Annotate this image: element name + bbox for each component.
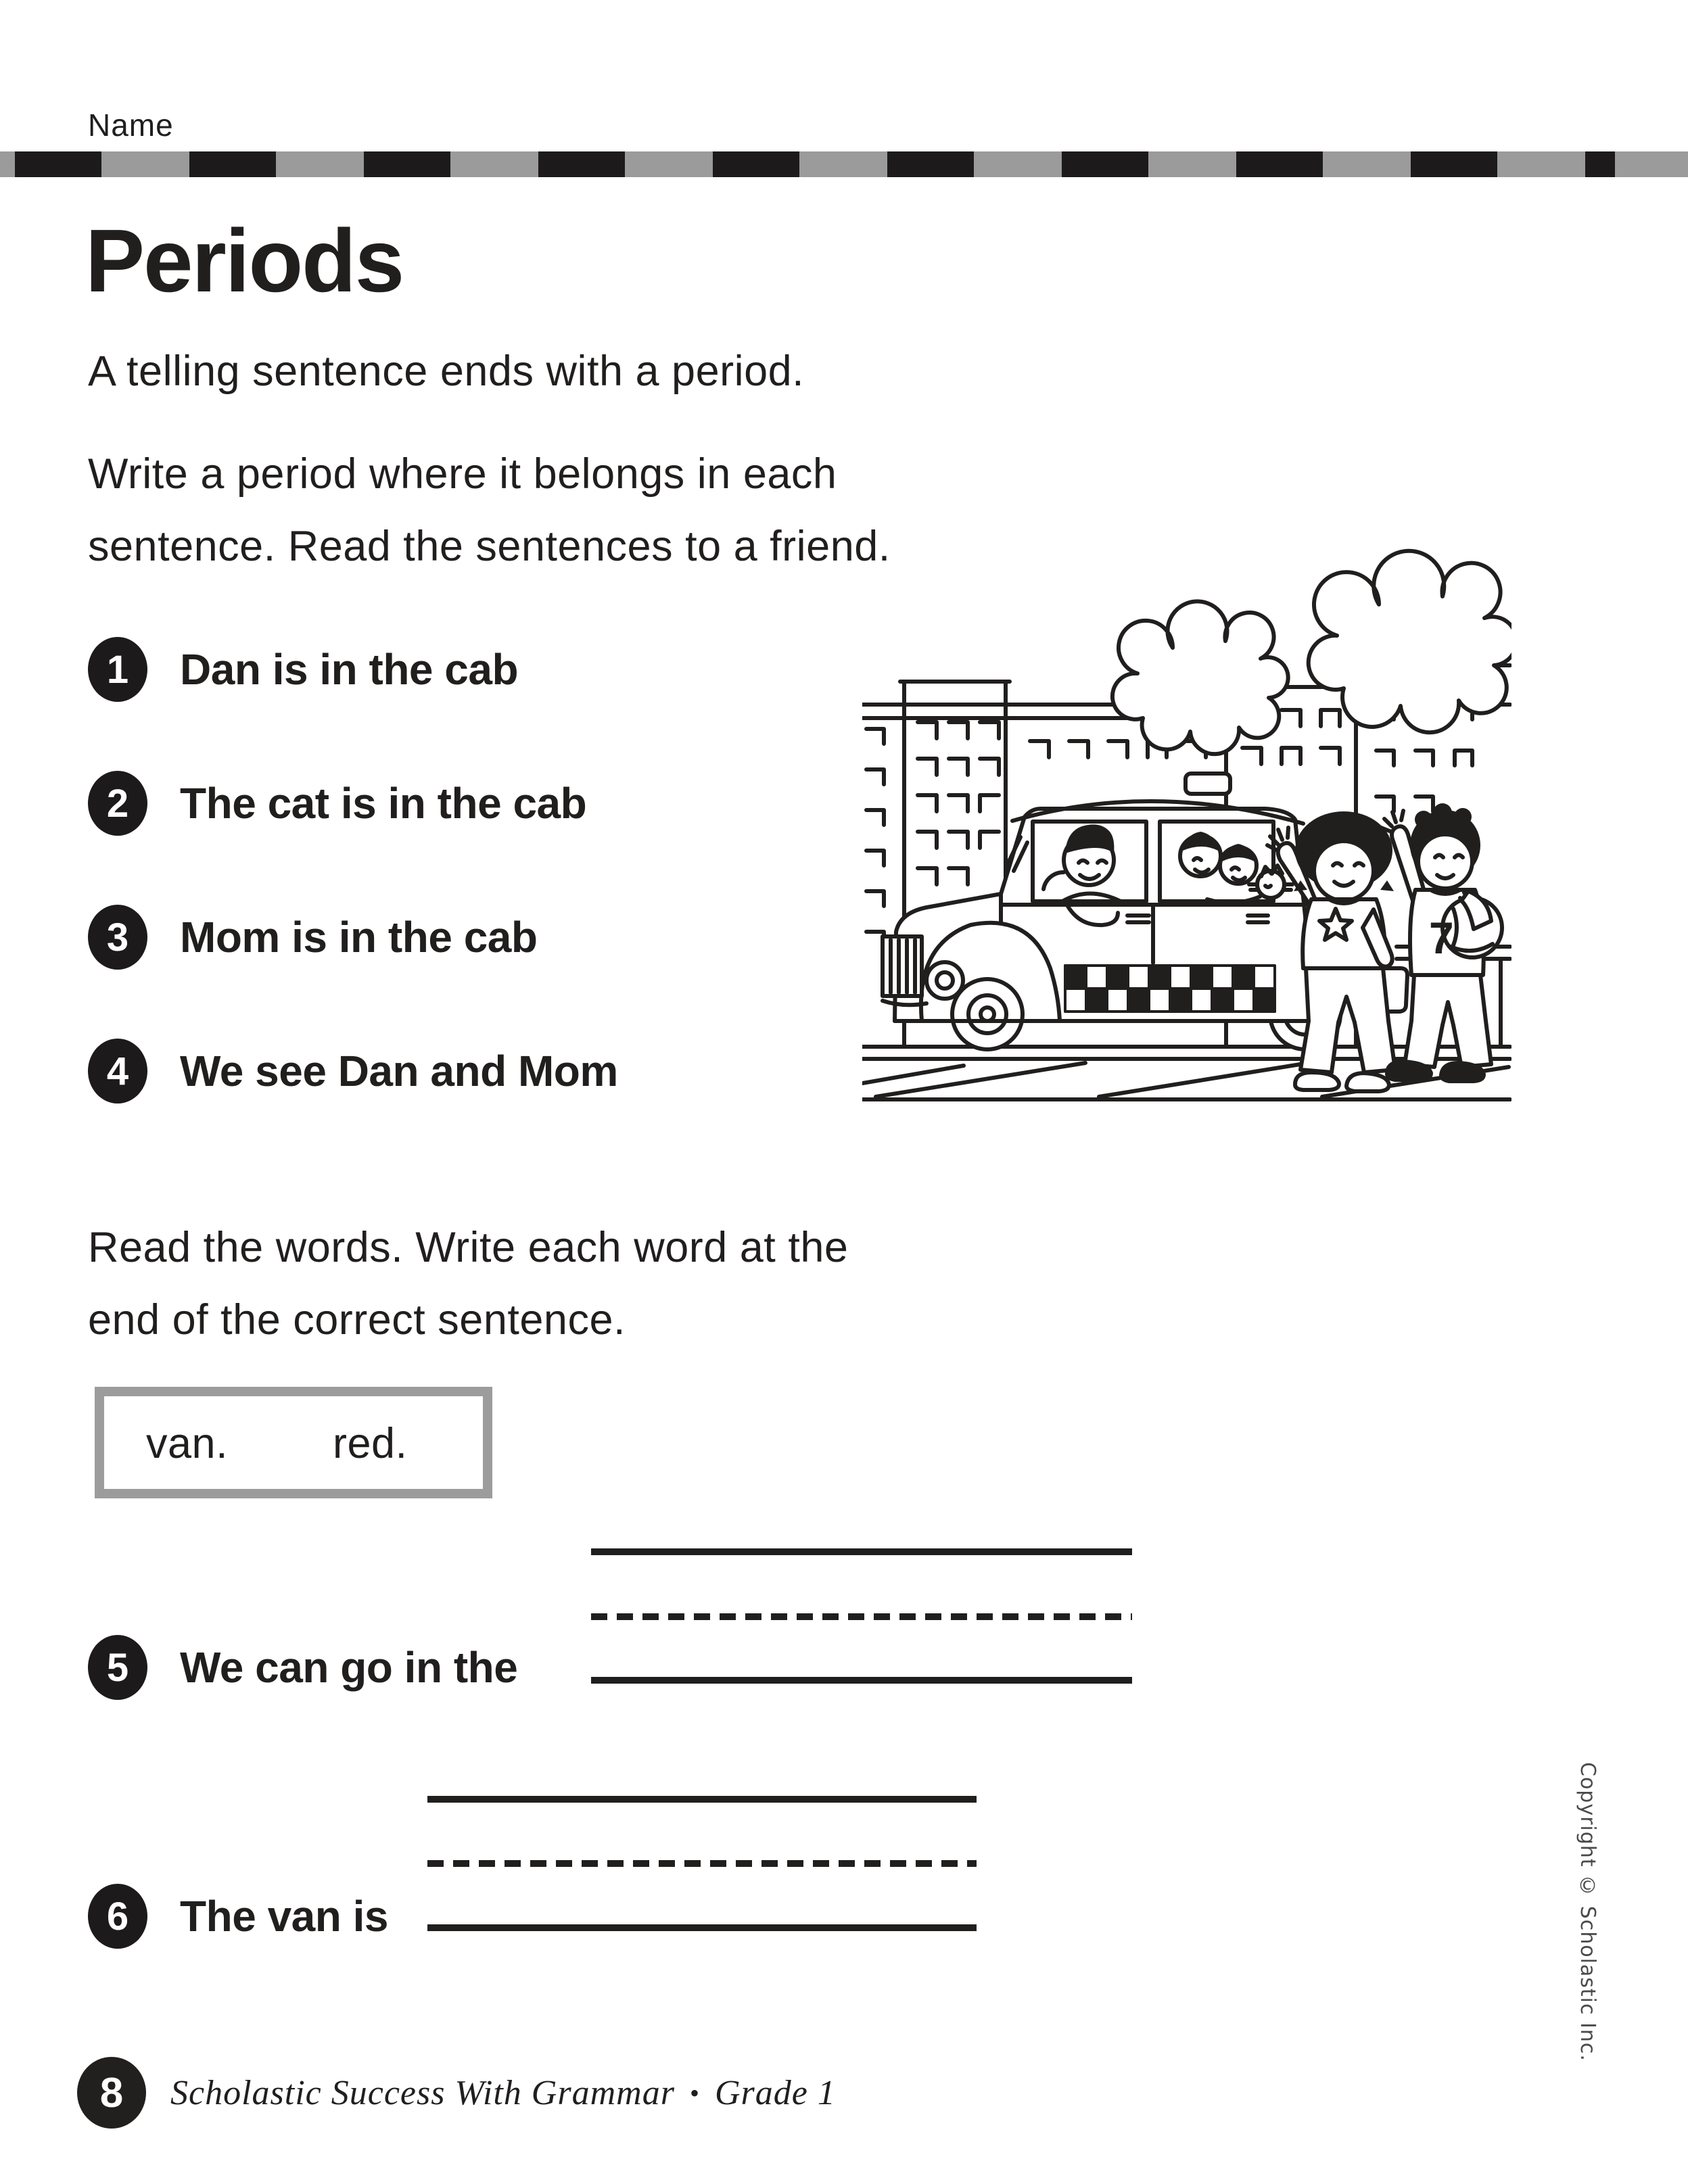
copyright-note: Copyright © Scholastic Inc. — [1576, 1762, 1599, 2062]
item-sentence: We can go in the — [180, 1643, 518, 1692]
boy-figure — [1381, 803, 1502, 1081]
taxi-checker-band — [1065, 966, 1275, 1012]
boy-shirt-number: 7 — [1429, 913, 1454, 963]
directions-1-line1: Write a period where it belongs in each — [88, 450, 837, 498]
exercise-item-2 — [88, 771, 586, 836]
writing-line-top[interactable] — [591, 1548, 1132, 1555]
checkered-border — [0, 151, 1688, 177]
word-bank-word: van. — [146, 1420, 229, 1467]
exercise-item-3 — [88, 905, 537, 970]
item-number-badge: 4 — [88, 1039, 147, 1103]
footer-book-info — [170, 2057, 836, 2129]
taxi-icon — [883, 774, 1340, 1049]
taxi-street-illustration — [862, 548, 1511, 1102]
item-number-badge: 3 — [88, 905, 147, 970]
writing-line-middle[interactable] — [591, 1613, 1132, 1620]
writing-line-top[interactable] — [427, 1796, 977, 1803]
exercise-item-4 — [88, 1039, 618, 1103]
directions-1 — [88, 438, 891, 583]
taxi-roof-sign — [1186, 774, 1230, 794]
word-bank-word: red. — [333, 1420, 408, 1467]
directions-1-line2: sentence. Read the sentences to a friend. — [88, 523, 891, 570]
cloud-small-icon — [1112, 601, 1288, 754]
cloud-large-icon — [1309, 551, 1511, 732]
page-title: Periods — [85, 211, 404, 310]
item-number-badge: 5 — [88, 1635, 147, 1700]
name-label: Name — [88, 108, 174, 143]
directions-2-line2: end of the correct sentence. — [88, 1296, 626, 1344]
rule-statement: A telling sentence ends with a period. — [88, 348, 805, 395]
item-sentence: We see Dan and Mom — [180, 1047, 618, 1095]
item-number-badge: 1 — [88, 637, 147, 702]
footer-grade: Grade 1 — [714, 2073, 836, 2112]
item-number-badge: 6 — [88, 1884, 147, 1949]
exercise-item-6 — [88, 1884, 388, 1949]
item-sentence: Mom is in the cab — [180, 913, 538, 962]
directions-2 — [88, 1212, 848, 1356]
item-number-badge: 2 — [88, 771, 147, 836]
footer-bullet: • — [689, 2077, 700, 2108]
page-number-badge: 8 — [77, 2057, 146, 2129]
item-sentence: The cat is in the cab — [180, 779, 587, 828]
directions-2-line1: Read the words. Write each word at the — [88, 1224, 849, 1271]
footer-series-title: Scholastic Success With Grammar — [170, 2073, 675, 2112]
word-bank-box — [95, 1387, 492, 1498]
item-sentence: Dan is in the cab — [180, 645, 519, 694]
exercise-item-5 — [88, 1635, 517, 1700]
writing-line-middle[interactable] — [427, 1860, 977, 1867]
building-far-left — [866, 729, 884, 947]
exercise-item-1 — [88, 637, 518, 702]
writing-line-base[interactable] — [427, 1924, 977, 1931]
writing-line-base[interactable] — [591, 1677, 1132, 1684]
item-sentence: The van is — [180, 1892, 388, 1941]
